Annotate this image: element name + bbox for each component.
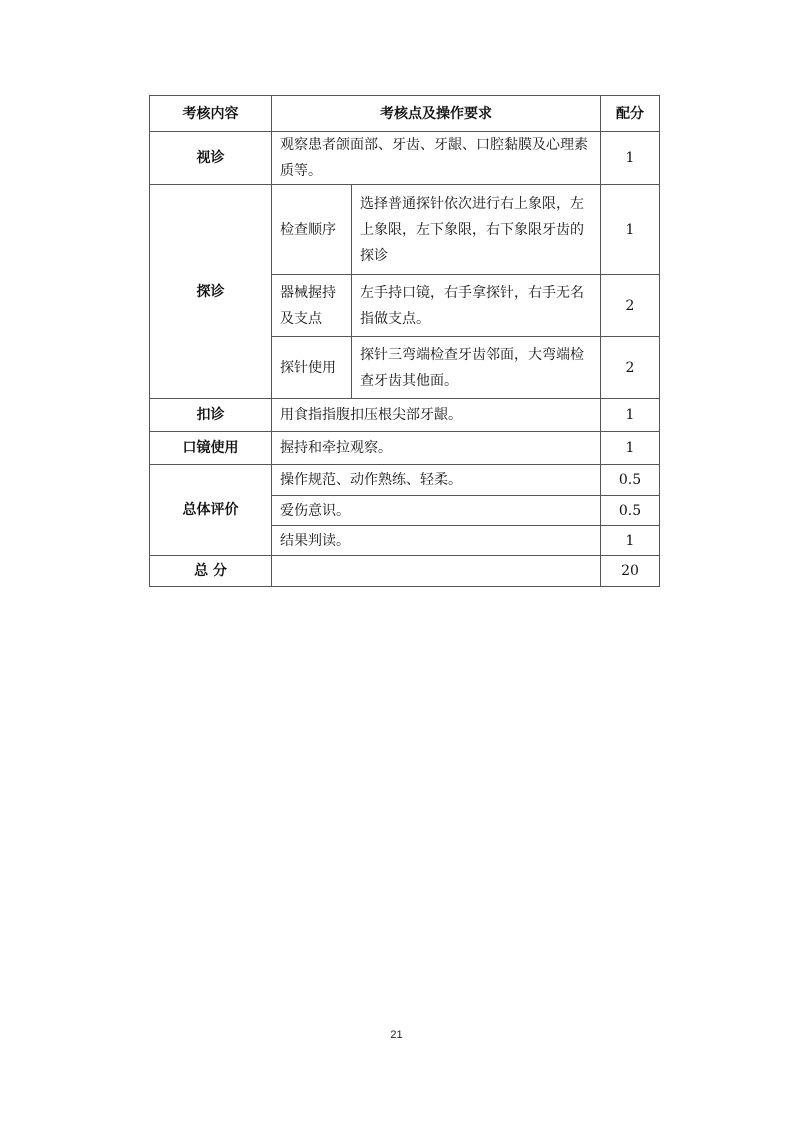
table-header-row	[150, 96, 660, 132]
category-cell: 口镜使用	[150, 432, 272, 465]
requirement-cell: 握持和牵拉观察。	[272, 432, 601, 465]
requirement-cell: 观察患者颌面部、牙齿、牙龈、口腔黏膜及心理素质等。	[272, 132, 601, 185]
header-points: 考核点及操作要求	[272, 96, 601, 132]
score-cell: 1	[601, 526, 660, 556]
score-cell: 1	[601, 185, 660, 275]
category-cell: 扣诊	[150, 399, 272, 432]
requirement-cell: 用食指指腹扣压根尖部牙龈。	[272, 399, 601, 432]
total-requirement-cell	[272, 556, 601, 587]
table-row	[150, 185, 660, 275]
table-row	[150, 465, 660, 496]
requirement-cell: 结果判读。	[272, 526, 601, 556]
page-number: 21	[390, 1029, 403, 1041]
total-row	[150, 556, 660, 587]
score-cell: 2	[601, 275, 660, 337]
score-cell: 2	[601, 337, 660, 399]
requirement-cell: 左手持口镜，右手拿探针，右手无名指做支点。	[352, 275, 601, 337]
category-cell: 视诊	[150, 132, 272, 185]
table-row	[150, 399, 660, 432]
score-cell: 0.5	[601, 465, 660, 496]
score-cell: 1	[601, 432, 660, 465]
assessment-table	[149, 95, 660, 587]
table-row	[150, 132, 660, 185]
header-content: 考核内容	[150, 96, 272, 132]
total-score: 20	[601, 556, 660, 587]
requirement-cell: 探针三弯端检查牙齿邻面，大弯端检查牙齿其他面。	[352, 337, 601, 399]
table-row	[150, 432, 660, 465]
requirement-cell: 选择普通探针依次进行右上象限，左上象限，左下象限，右下象限牙齿的探诊	[352, 185, 601, 275]
score-cell: 1	[601, 399, 660, 432]
subitem-cell: 器械握持及支点	[272, 275, 352, 337]
category-cell: 总体评价	[150, 465, 272, 556]
subitem-cell: 检查顺序	[272, 185, 352, 275]
subitem-cell: 探针使用	[272, 337, 352, 399]
requirement-cell: 爱伤意识。	[272, 496, 601, 526]
score-cell: 1	[601, 132, 660, 185]
total-label: 总 分	[150, 556, 272, 587]
category-cell: 探诊	[150, 185, 272, 399]
score-cell: 0.5	[601, 496, 660, 526]
header-score: 配分	[601, 96, 660, 132]
requirement-cell: 操作规范、动作熟练、轻柔。	[272, 465, 601, 496]
